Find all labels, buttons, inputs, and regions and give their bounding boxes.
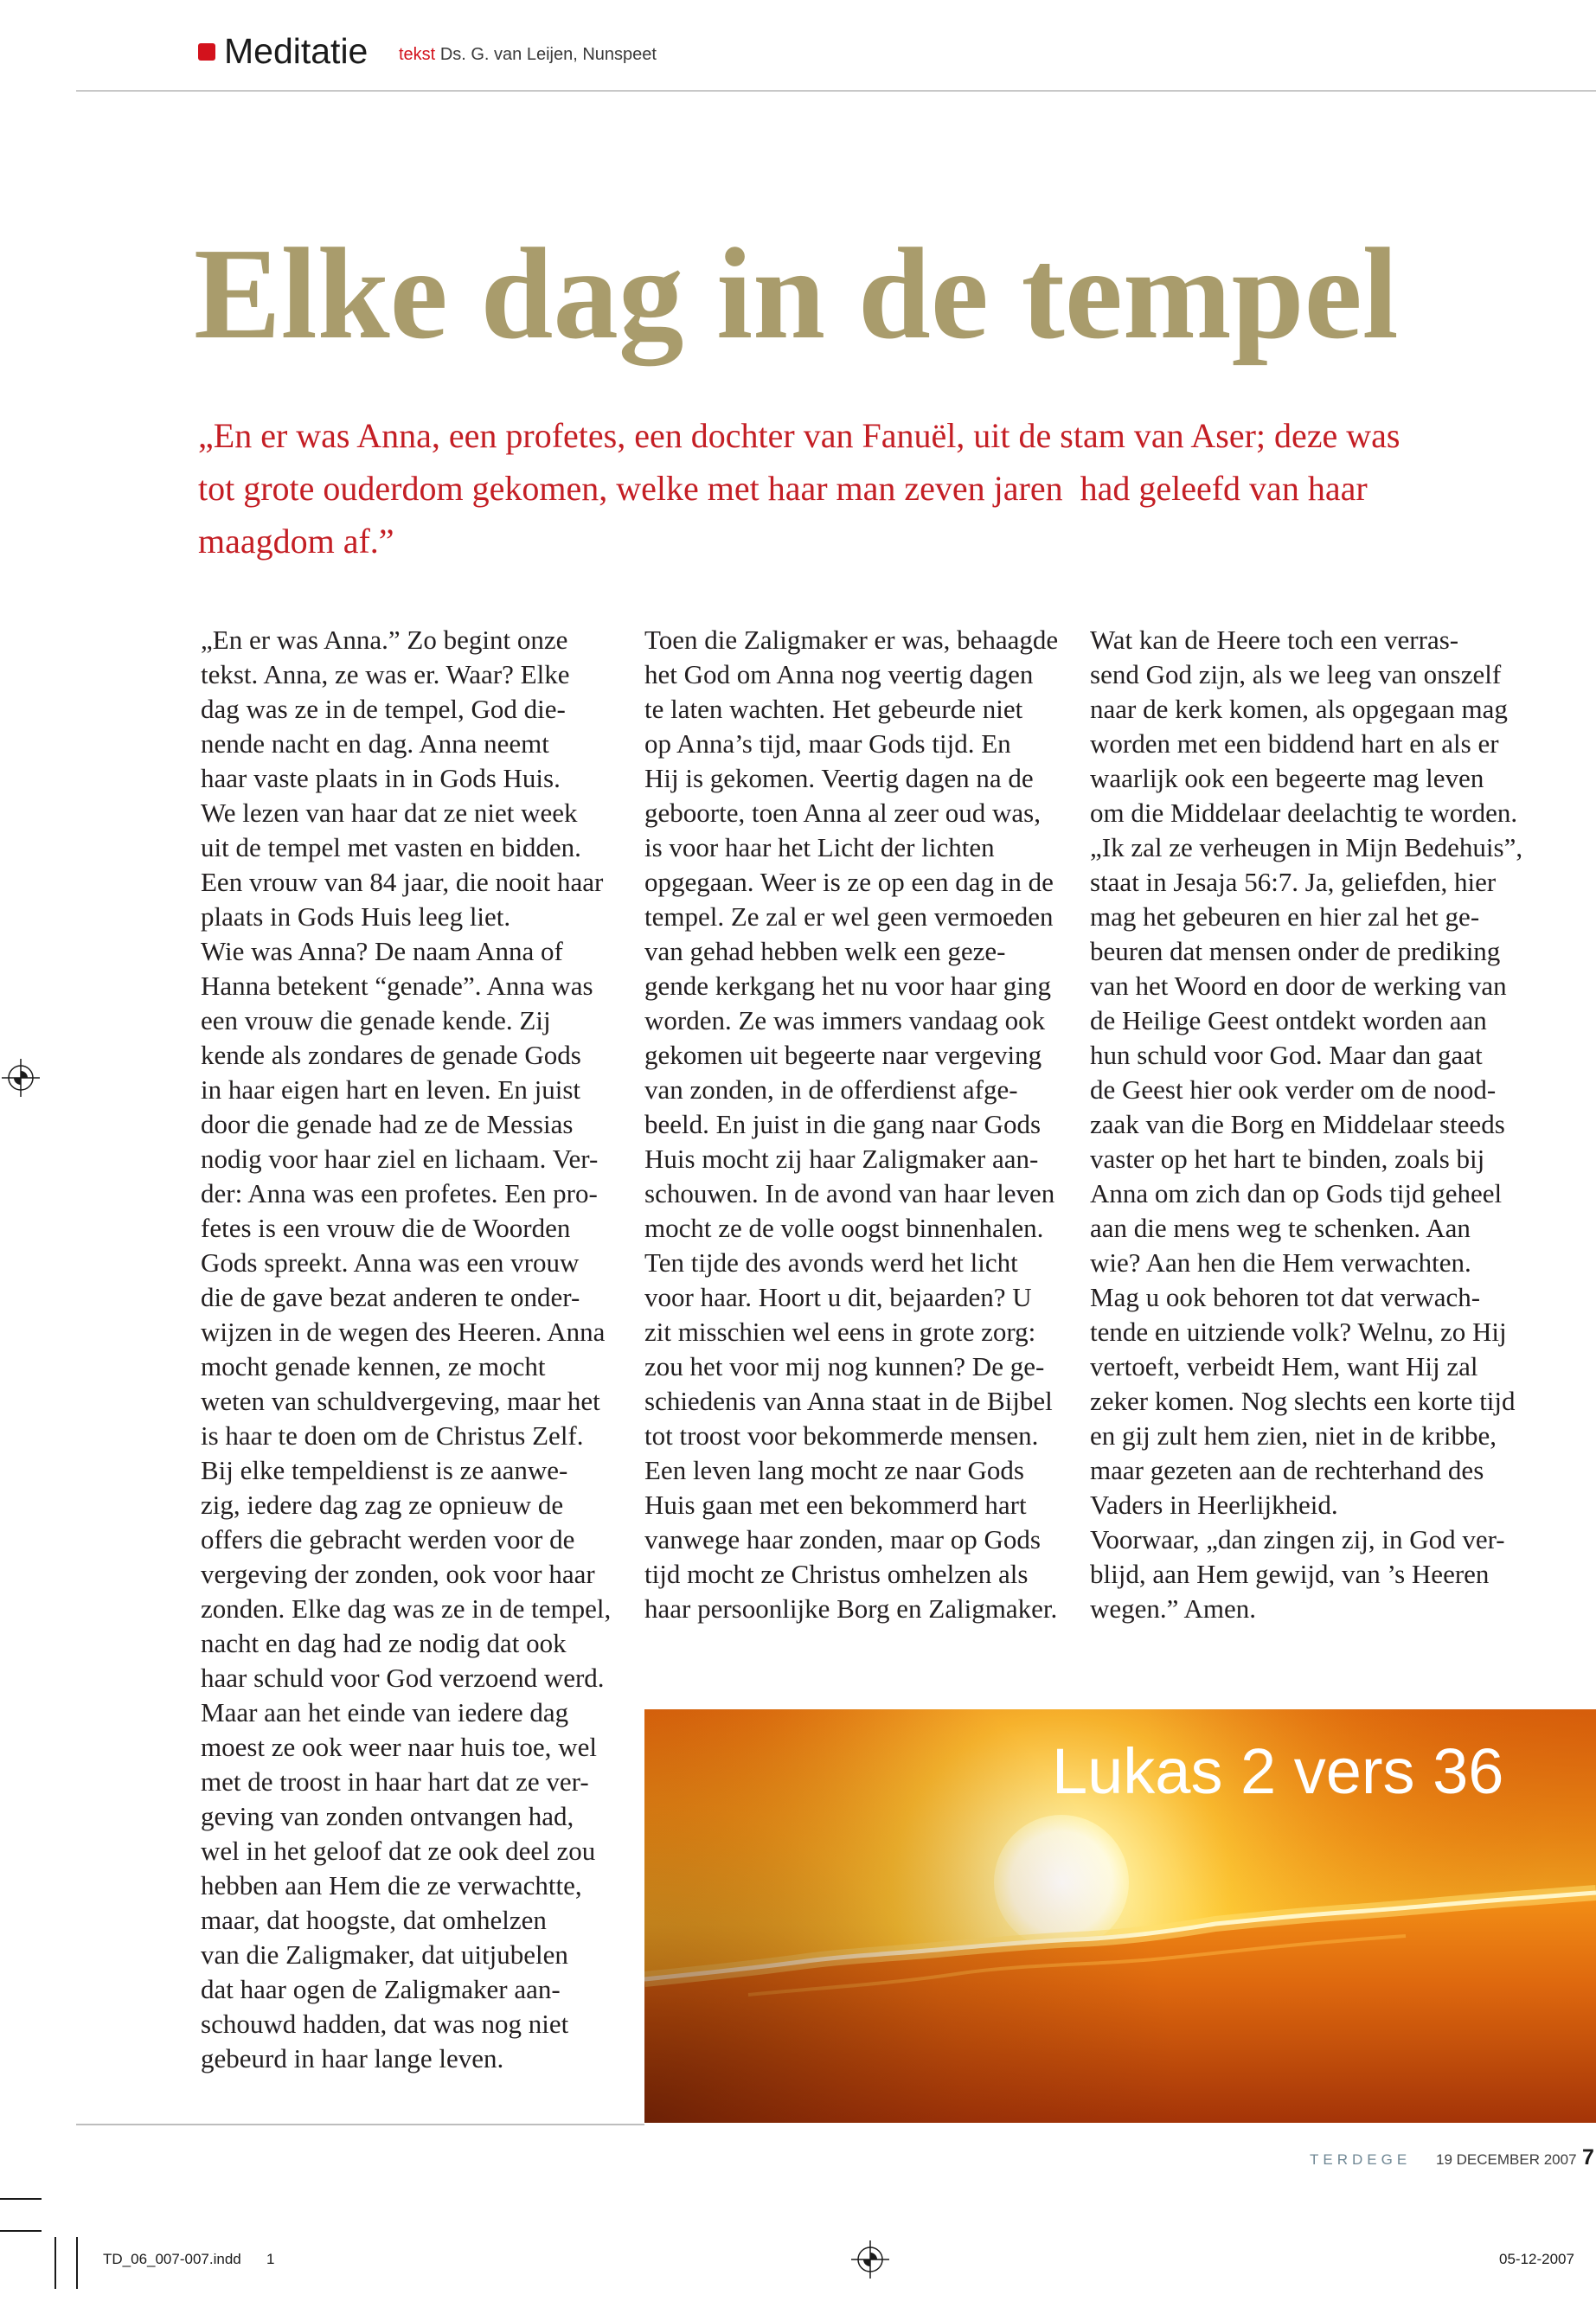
slug-page: 1 xyxy=(266,2251,275,2267)
text-line: op Anna’s tijd, maar Gods tijd. En xyxy=(644,728,1011,759)
text-line: de Heilige Geest ontdekt worden aan xyxy=(1090,1005,1487,1035)
text-line: nodig voor haar ziel en lichaam. Ver- xyxy=(201,1144,599,1174)
text-line: voor haar. Hoort u dit, bejaarden? U xyxy=(644,1282,1032,1312)
page-number: 7 xyxy=(1582,2145,1594,2170)
text-line: om die Middelaar deelachtig te worden. xyxy=(1090,798,1518,828)
text-line: worden. Ze was immers vandaag ook xyxy=(644,1005,1046,1035)
text-line: wegen.” Amen. xyxy=(1090,1593,1256,1624)
text-line: en gij zult hem zien, niet in de kribbe, xyxy=(1090,1420,1497,1451)
text-line: tot troost voor bekommerde mensen. xyxy=(644,1420,1039,1451)
text-line: is haar te doen om de Christus Zelf. xyxy=(201,1420,584,1451)
section-marker-square xyxy=(198,43,215,61)
text-line: vaster op het hart te binden, zoals bij xyxy=(1090,1144,1485,1174)
text-line: zaak van die Borg en Middelaar steeds xyxy=(1090,1109,1505,1139)
article-title: Elke dag in de tempel xyxy=(194,221,1399,366)
text-line: gebeurd in haar lange leven. xyxy=(201,2043,504,2073)
text-line: Voorwaar, „dan zingen zij, in God ver- xyxy=(1090,1524,1505,1554)
text-line: haar persoonlijke Borg en Zaligmaker. xyxy=(644,1593,1058,1624)
text-line: nacht en dag had ze nodig dat ook xyxy=(201,1628,567,1658)
footer-rule xyxy=(76,2124,644,2125)
text-line: maar, dat hoogste, dat omhelzen xyxy=(201,1905,547,1935)
text-line: worden met een biddend hart en als er xyxy=(1090,728,1499,759)
text-line: Huis gaan met een bekommerd hart xyxy=(644,1490,1027,1520)
text-line: zonden. Elke dag was ze in de tempel, xyxy=(201,1593,612,1624)
intro-line: maagdom af.” xyxy=(198,522,394,561)
credit-label: tekst xyxy=(399,45,436,64)
text-line: zit misschien wel eens in grote zorg: xyxy=(644,1317,1036,1347)
text-line: vertoeft, verbeidt Hem, want Hij zal xyxy=(1090,1351,1478,1381)
text-line: aan die mens weg te schenken. Aan xyxy=(1090,1213,1471,1243)
registration-mark-icon xyxy=(849,2239,891,2280)
text-line: kende als zondares de genade Gods xyxy=(201,1040,581,1070)
text-line: van gehad hebben welk een geze- xyxy=(644,936,1006,966)
slug-date: 05-12-2007 xyxy=(1499,2251,1574,2267)
text-line: Gods spreekt. Anna was een vrouw xyxy=(201,1247,580,1278)
text-line: van het Woord en door de werking van xyxy=(1090,971,1507,1001)
text-line: Een leven lang mocht ze naar Gods xyxy=(644,1455,1024,1485)
text-line: door die genade had ze de Messias xyxy=(201,1109,574,1139)
text-line: die de gave bezat anderen te onder- xyxy=(201,1282,580,1312)
text-line: vergeving der zonden, ook voor haar xyxy=(201,1559,595,1589)
text-line: weten van schuldvergeving, maar het xyxy=(201,1386,600,1416)
magazine-name: TERDEGE xyxy=(1310,2151,1412,2168)
reg-quadrant xyxy=(863,2259,870,2266)
text-line: schiedenis van Anna staat in de Bijbel xyxy=(644,1386,1053,1416)
crop-mark xyxy=(0,2198,42,2200)
text-line: naar de kerk komen, als opgegaan mag xyxy=(1090,694,1508,724)
text-line: gekomen uit begeerte naar vergeving xyxy=(644,1040,1042,1070)
intro-line: „En er was Anna, een profetes, een dochter van Fanuël, uit de stam van Aser; deze was xyxy=(198,416,1401,455)
credit-author: Ds. G. van Leijen, Nunspeet xyxy=(439,45,657,64)
text-line: een vrouw die genade kende. Zij xyxy=(201,1005,551,1035)
text-line: beuren dat mensen onder de prediking xyxy=(1090,936,1501,966)
text-line: Bij elke tempeldienst is ze aanwe- xyxy=(201,1455,568,1485)
text-line: haar schuld voor God verzoend werd. xyxy=(201,1663,605,1693)
text-line: blijd, aan Hem gewijd, van ’s Heeren xyxy=(1090,1559,1490,1589)
text-line: zig, iedere dag zag ze opnieuw de xyxy=(201,1490,564,1520)
text-line: wie? Aan hen die Hem verwachten. xyxy=(1090,1247,1471,1278)
text-line: „En er was Anna.” Zo begint onze xyxy=(201,625,568,655)
text-line: geving van zonden ontvangen had, xyxy=(201,1801,574,1831)
text-line: Vaders in Heerlijkheid. xyxy=(1090,1490,1338,1520)
text-line: nende nacht en dag. Anna neemt xyxy=(201,728,549,759)
text-line: schouwen. In de avond van haar leven xyxy=(644,1178,1055,1208)
text-line: „Ik zal ze verheugen in Mijn Bedehuis”, xyxy=(1090,832,1523,862)
text-line: Mag u ook behoren tot dat verwach- xyxy=(1090,1282,1481,1312)
text-line: te laten wachten. Het gebeurde niet xyxy=(644,694,1023,724)
text-line: wel in het geloof dat ze ook deel zou xyxy=(201,1836,596,1866)
text-line: is voor haar het Licht der lichten xyxy=(644,832,995,862)
intro-line: tot grote ouderdom gekomen, welke met haar man zeven jaren had geleefd van haar xyxy=(198,469,1368,508)
text-line: waarlijk ook een begeerte mag leven xyxy=(1090,763,1484,793)
reg-quadrant xyxy=(14,1078,21,1085)
text-line: de Geest hier ook verder om de nood- xyxy=(1090,1074,1497,1105)
text-line: opgegaan. Weer is ze op een dag in de xyxy=(644,867,1054,897)
text-line: tende en uitziende volk? Welnu, zo Hij xyxy=(1090,1317,1507,1347)
text-line: wijzen in de wegen des Heeren. Anna xyxy=(201,1317,606,1347)
crop-mark xyxy=(0,2230,42,2232)
text-line: hebben aan Hem die ze verwachtte, xyxy=(201,1870,582,1900)
text-line: Maar aan het einde van iedere dag xyxy=(201,1697,569,1727)
text-line: tijd mocht ze Christus omhelzen als xyxy=(644,1559,1029,1589)
section-label: Meditatie xyxy=(224,31,369,71)
text-line: het God om Anna nog veertig dagen xyxy=(644,659,1034,689)
text-line: gende kerkgang het nu voor haar ging xyxy=(644,971,1052,1001)
header-rule xyxy=(76,90,1596,92)
intro-quote xyxy=(198,409,1401,567)
text-line: Hanna betekent “genade”. Anna was xyxy=(201,971,593,1001)
text-line: mocht genade kennen, ze mocht xyxy=(201,1351,546,1381)
reg-quadrant xyxy=(21,1071,28,1078)
issue-date: 19 DECEMBER 2007 xyxy=(1436,2151,1577,2168)
author-credit xyxy=(399,46,657,63)
text-line: van zonden, in de offerdienst afge- xyxy=(644,1074,1018,1105)
text-line: Ten tijde des avonds werd het licht xyxy=(644,1247,1018,1278)
reg-quadrant xyxy=(870,2253,877,2259)
text-line: tekst. Anna, ze was er. Waar? Elke xyxy=(201,659,570,689)
text-line: Wie was Anna? De naam Anna of xyxy=(201,936,563,966)
text-column-3 xyxy=(1090,623,1522,1626)
crop-mark xyxy=(54,2237,56,2289)
text-column-2 xyxy=(644,623,1077,1626)
text-line: der: Anna was een profetes. Een pro- xyxy=(201,1178,598,1208)
text-line: in haar eigen hart en leven. En juist xyxy=(201,1074,581,1105)
text-line: Huis mocht zij haar Zaligmaker aan- xyxy=(644,1144,1039,1174)
text-line: mag het gebeuren en hier zal het ge- xyxy=(1090,901,1480,932)
slug-filename: TD_06_007-007.indd xyxy=(103,2251,241,2267)
text-line: uit de tempel met vasten en bidden. xyxy=(201,832,581,862)
text-line: plaats in Gods Huis leeg liet. xyxy=(201,901,511,932)
text-line: fetes is een vrouw die de Woorden xyxy=(201,1213,571,1243)
text-line: moest ze ook weer naar huis toe, wel xyxy=(201,1732,597,1762)
text-line: schouwd hadden, dat was nog niet xyxy=(201,2009,569,2039)
text-line: Een vrouw van 84 jaar, die nooit haar xyxy=(201,867,604,897)
text-line: dat haar ogen de Zaligmaker aan- xyxy=(201,1974,561,2004)
text-line: Wat kan de Heere toch een verras- xyxy=(1090,625,1459,655)
text-line: Anna om zich dan op Gods tijd geheel xyxy=(1090,1178,1503,1208)
text-line: staat in Jesaja 56:7. Ja, geliefden, hier xyxy=(1090,867,1497,897)
text-line: beeld. En juist in die gang naar Gods xyxy=(644,1109,1042,1139)
text-line: send God zijn, als we leeg van onszelf xyxy=(1090,659,1502,689)
crop-mark xyxy=(76,2237,78,2289)
scripture-reference: Lukas 2 vers 36 xyxy=(1052,1735,1504,1807)
text-line: Toen die Zaligmaker er was, behaagde xyxy=(644,625,1059,655)
text-line: offers die gebracht werden voor de xyxy=(201,1524,575,1554)
text-line: hun schuld voor God. Maar dan gaat xyxy=(1090,1040,1483,1070)
registration-mark-icon xyxy=(0,1057,42,1099)
text-line: zeker komen. Nog slechts een korte tijd xyxy=(1090,1386,1516,1416)
text-line: maar gezeten aan de rechterhand des xyxy=(1090,1455,1484,1485)
text-line: mocht ze de volle oogst binnenhalen. xyxy=(644,1213,1044,1243)
text-line: dag was ze in de tempel, God die- xyxy=(201,694,566,724)
text-line: tempel. Ze zal er wel geen vermoeden xyxy=(644,901,1054,932)
text-line: van die Zaligmaker, dat uitjubelen xyxy=(201,1939,568,1970)
text-line: geboorte, toen Anna al zeer oud was, xyxy=(644,798,1041,828)
text-line: We lezen van haar dat ze niet week xyxy=(201,798,578,828)
text-column-1 xyxy=(201,623,633,2076)
text-line: met de troost in haar hart dat ze ver- xyxy=(201,1766,589,1797)
text-line: haar vaste plaats in in Gods Huis. xyxy=(201,763,561,793)
text-line: vanwege haar zonden, maar op Gods xyxy=(644,1524,1041,1554)
text-line: Hij is gekomen. Veertig dagen na de xyxy=(644,763,1034,793)
text-line: zou het voor mij nog kunnen? De ge- xyxy=(644,1351,1045,1381)
